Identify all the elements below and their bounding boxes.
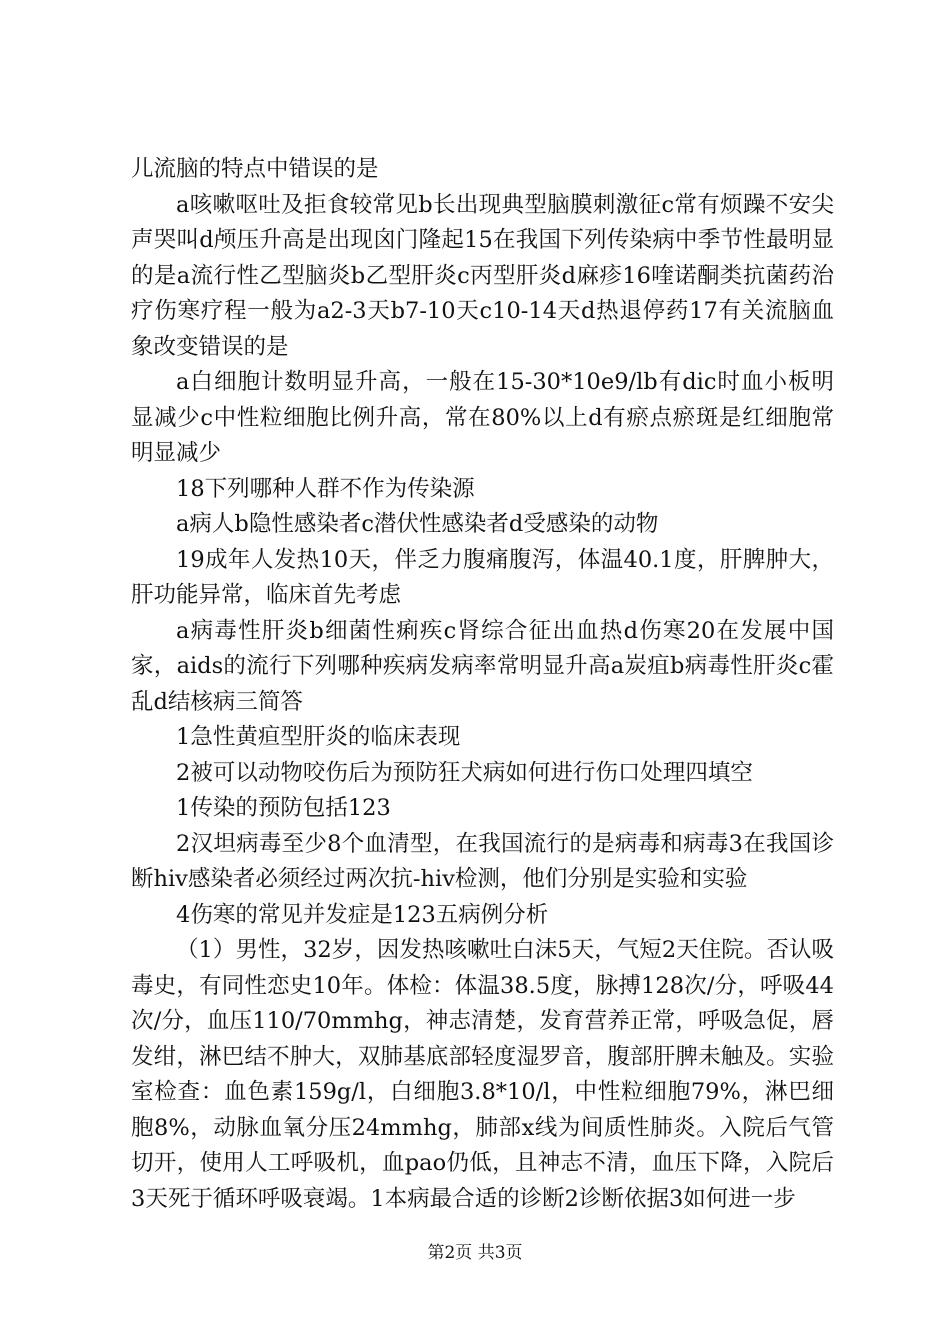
paragraph: a病毒性肝炎b细菌性痢疾c肾综合征出血热d伤寒20在发展中国家，aids的流行下列哪种疾病发病率常明显升高a炭疽b病毒性肝炎c霍乱d结核病三简答 (131, 617, 834, 715)
paragraph: 19成年人发热10天，伴乏力腹痛腹泻，体温40.1度，肝脾肿大，肝功能异常，临床首先考虑 (131, 546, 834, 608)
paragraph: 4伤寒的常见并发症是123五病例分析 (176, 901, 549, 928)
document-body (131, 152, 834, 1217)
paragraph: a病人b隐性感染者c潜伏性感染者d受感染的动物 (176, 511, 659, 537)
paragraph: 1传染的预防包括123 (176, 795, 391, 821)
paragraph: 1急性黄疸型肝炎的临床表现 (176, 724, 461, 750)
paragraph: a咳嗽呕吐及拒食较常见b长出现典型脑膜刺激征c常有烦躁不安尖声哭叫d颅压升高是出现囟门隆起15在我国下列传染病中季节性最明显的是a流行性乙型脑炎b乙型肝炎c丙型肝炎d麻疹16喹诺酮类抗菌药治疗伤寒疗程一般为a2-3天b7-10天c10-14天d热退停药17有关流脑血象改变错误的是 (131, 191, 834, 360)
paragraph: 2被可以动物咬伤后为预防狂犬病如何进行伤口处理四填空 (176, 759, 753, 786)
paragraph: （1）男性，32岁，因发热咳嗽吐白沫5天，气短2天住院。否认吸毒史，有同性恋史10年。体检：体温38.5度，脉搏128次/分，呼吸44次/分，血压110/70mmhg，神志清楚，发育营养正常，呼吸急促，唇发绀，淋巴结不肿大，双肺基底部轻度湿罗音，腹部肝脾未触及。实验室检查：血色素159g/l，白细胞3.8*10/l，中性粒细胞79%，淋巴细胞8%，动脉血氧分压24mmhg，肺部x线为间质性肺炎。入院后气管切开，使用人工呼吸机，血pao仍低，且神志不清，血压下降，入院后3天死于循环呼吸衰竭。1本病最合适的诊断2诊断依据3如何进一步 (131, 937, 834, 1212)
page-number-label: 第2页 共3页 (427, 1243, 523, 1263)
paragraph: a白细胞计数明显升高，一般在15-30*10e9/lb有dic时血小板明显减少c中性粒细胞比例升高，常在80%以上d有瘀点瘀斑是红细胞常明显减少 (131, 369, 834, 466)
page-footer (0, 1242, 950, 1264)
paragraph: 儿流脑的特点中错误的是 (131, 156, 379, 182)
paragraph: 18下列哪种人群不作为传染源 (176, 475, 475, 502)
paragraph: 2汉坦病毒至少8个血清型，在我国流行的是病毒和病毒3在我国诊断hiv感染者必须经过两次抗-hiv检测，他们分别是实验和实验 (131, 830, 834, 892)
